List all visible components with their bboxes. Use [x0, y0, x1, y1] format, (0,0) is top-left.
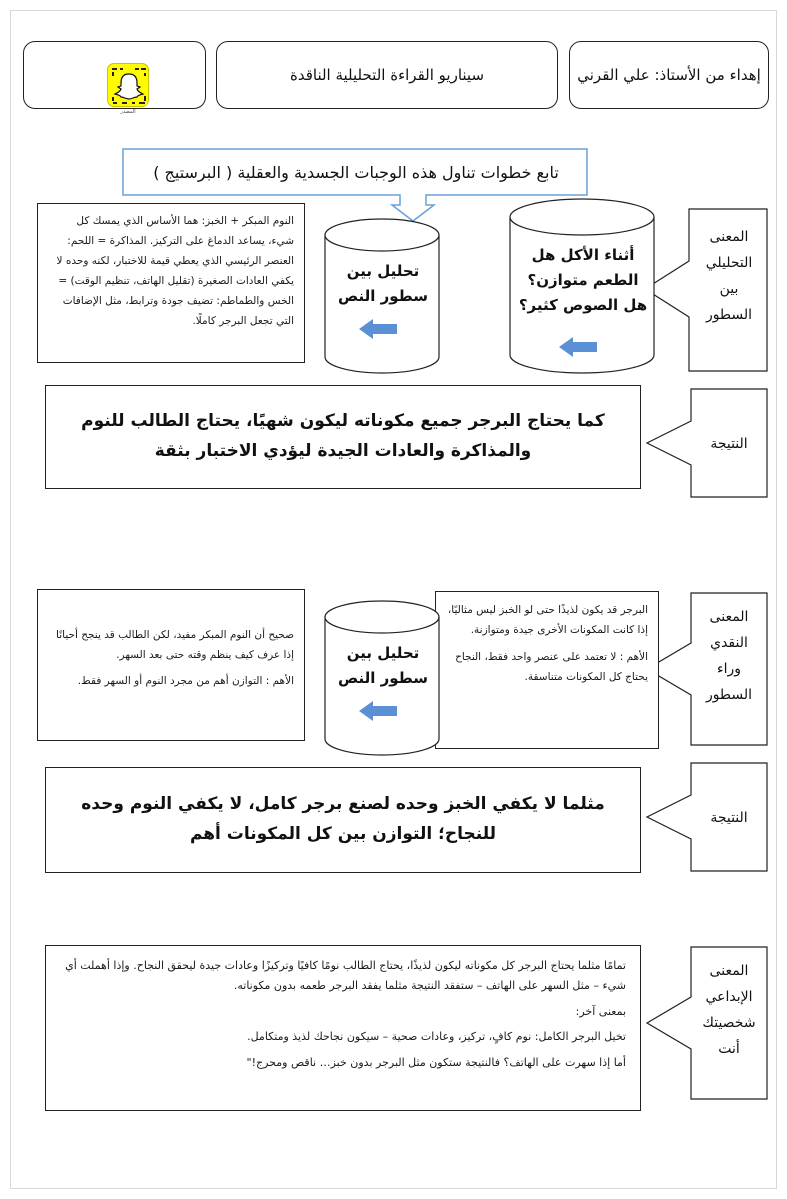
result1-label: النتيجة [710, 436, 748, 452]
section1-label-line: المعنى [709, 229, 749, 245]
section3-box [45, 945, 641, 1111]
left-arrow-icon [557, 335, 599, 359]
section2-label [691, 605, 767, 709]
creative-paragraph: بمعنى آخر: [575, 1004, 626, 1018]
section2-label-line: المعنى [709, 609, 749, 625]
section2-label-line: النقدي [710, 634, 748, 651]
result1-text: كما يحتاج البرجر جميع مكوناته ليكون شهيًا، يحتاج الطالب للنوم والمذاكرة والعادات الجيدة ليؤدي الاختبار بثقة [81, 411, 605, 461]
analysis-line: تحليل بين [346, 262, 420, 280]
page-title: سيناريو القراءة التحليلية الناقدة [289, 66, 485, 84]
analysis-line: سطور النص [338, 668, 428, 687]
result1-box [45, 385, 641, 489]
section3-label-line: المعنى [709, 963, 749, 979]
section2-critique-box [435, 591, 659, 749]
section3-label-line: الإبداعي [705, 988, 753, 1005]
creative-paragraph: أما إذا سهرت على الهاتف؟ فالنتيجة ستكون مثل البرجر بدون خبز… ناقص ومحرج!" [246, 1056, 626, 1070]
section3-label [691, 959, 767, 1063]
section2-detail-box [37, 589, 305, 741]
left-arrow-icon [357, 699, 399, 723]
section3-label-line: أنت [718, 1040, 740, 1057]
section1-question [508, 243, 658, 317]
section1-detail-text: النوم المبكر + الخبز: هما الأساس الذي يمسك كل شيء، يساعد الدماغ على التركيز. المذاكرة = اللحم: العنصر الرئيسي الذي يعطي قيمة للاختبار، لكنه وحده لا يكفي العادات الصغيرة (تقليل الهاتف، تنظيم الوقت) = الخس والطماطم: تضيف جودة وترابط، مثل الإضافات التي تجعل البرجر كاملًا. [56, 215, 294, 327]
section1-analysis [323, 259, 443, 309]
detail-paragraph: صحيح أن النوم المبكر مفيد، لكن الطالب قد ينجح أحيانًا إذا عرف كيف ينظم وقته حتى بعد السهر. [56, 629, 294, 661]
header-author-box [569, 41, 769, 109]
left-arrow-icon [357, 317, 399, 341]
section1-label-line: التحليلي [705, 254, 753, 271]
section1-label [691, 225, 767, 329]
question-line: أثناء الأكل هل [531, 246, 635, 264]
critique-paragraph: البرجر قد يكون لذيذًا حتى لو الخبز ليس مثاليًا، إذا كانت المكونات الأخرى جيدة ومتوازنة. [447, 604, 648, 637]
result2-text: مثلما لا يكفي الخبز وحده لصنع برجر كامل، لا يكفي النوم وحده للنجاح؛ التوازن بين كل المكونات أهم [81, 794, 605, 844]
logo-caption: المصدر [120, 109, 136, 115]
snapchat-qr-icon [107, 63, 149, 107]
detail-paragraph: الأهم : التوازن أهم من مجرد النوم أو السهر فقط. [77, 674, 294, 687]
critique-paragraph: الأهم : لا تعتمد على عنصر واحد فقط، النجاح يحتاج كل المكونات متناسقة. [455, 650, 648, 684]
question-line: الطعم متوازن؟ [527, 270, 639, 289]
section2-analysis [323, 641, 443, 691]
section1-label-line: بين [719, 280, 739, 297]
header-title-box [216, 41, 558, 109]
creative-paragraph: تمامًا مثلما يحتاج البرجر كل مكوناته ليكون لذيذًا، يحتاج الطالب نومًا كافيًا وتركيزًا وعادات جيدة ليحقق النجاح. وإذا أهملت أي شيء – مثل السهر على الهاتف – ستفقد النتيجة مثلما يفقد البرجر طعمه بدون مكوناته. [65, 959, 626, 992]
author-credit: إهداء من الأستاذ: علي القرني [577, 66, 761, 84]
section1-detail-box [37, 203, 305, 363]
instruction-text: تابع خطوات تناول هذه الوجبات الجسدية والعقلية ( البرستيج ) [153, 162, 559, 182]
analysis-line: سطور النص [338, 286, 428, 305]
section1-label-line: السطور [705, 306, 753, 323]
result2-label: النتيجة [710, 810, 748, 826]
page [10, 10, 777, 1189]
section2-label-line: السطور [705, 686, 753, 703]
question-line: هل الصوص كثير؟ [518, 295, 648, 314]
section3-label-line: شخصيتك [702, 1014, 756, 1031]
result2-box [45, 767, 641, 873]
creative-paragraph: تخيل البرجر الكامل: نوم كافٍ، تركيز، وعادات صحية – سيكون نجاحك لذيذ ومتكامل. [247, 1030, 626, 1044]
section2-label-line: وراء [717, 660, 741, 677]
analysis-line: تحليل بين [346, 644, 420, 662]
